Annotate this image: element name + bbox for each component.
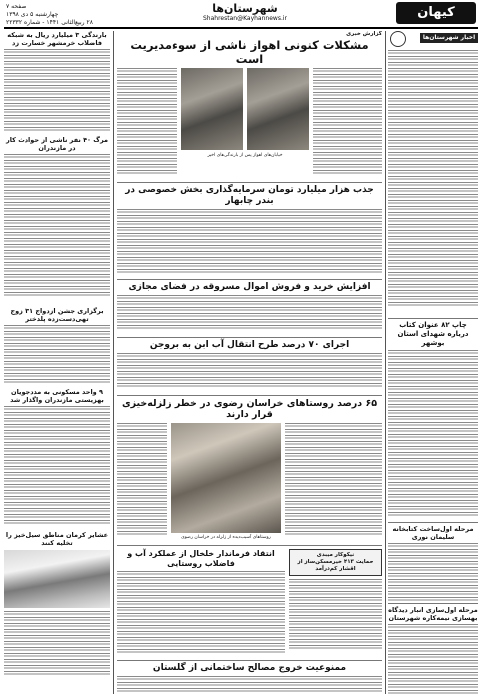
photo-ahvaz-flood-2 bbox=[247, 68, 309, 150]
headline-left-3: برگزاری جشن ازدواج ۳۱ زوج تهی‌دست‌زده پلدختر bbox=[10, 307, 104, 323]
headline-right-1: چاپ ۸۲ عنوان کتاب درباره شهدای استان بوشهر bbox=[388, 318, 478, 348]
article-body bbox=[117, 295, 382, 335]
article-body bbox=[4, 154, 110, 304]
photo-caption: روستاهای آسیب‌دیده از زلزله در خراسان رضوی bbox=[181, 535, 271, 540]
article-body bbox=[388, 624, 478, 694]
headline-rural-water: انتقاد فرماندار خلخال از عملکرد آب و فاضلاب روستایی bbox=[127, 549, 275, 568]
golestan-callout-box bbox=[289, 549, 382, 576]
article-body bbox=[117, 68, 177, 178]
article-body bbox=[285, 423, 382, 541]
headline-right-2: مرحله اول‌ساخت کتابخانه سلیمان نوری bbox=[388, 522, 478, 541]
khorasan-story bbox=[117, 423, 382, 543]
masthead-rule bbox=[4, 27, 478, 29]
article-body bbox=[117, 676, 382, 694]
article-body bbox=[388, 543, 478, 603]
column-divider bbox=[385, 31, 386, 694]
page-number: صفحه ۷ bbox=[6, 3, 27, 10]
headline-right-3: مرحله اول‌سازی انبار دیدگاه بهسازی نیمه‌کاره شهرستان bbox=[388, 603, 478, 622]
article-body bbox=[117, 423, 167, 541]
section-tag: اخبار شهرستان‌ها bbox=[420, 33, 478, 43]
globe-icon bbox=[390, 31, 406, 47]
section-url: Shahrestan@Kayhannews.ir bbox=[203, 15, 287, 22]
headline-chabahar: جذب هزار میلیارد تومان سرمایه‌گذاری بخش خصوصی در بندر چابهار bbox=[117, 182, 382, 207]
newspaper-logo: کیهان bbox=[396, 2, 476, 24]
date-line: چهارشنبه ۵ دی ۱۳۹۸ bbox=[6, 11, 59, 18]
article-body bbox=[117, 571, 285, 659]
headline-kicker: گزارش خبری bbox=[346, 31, 382, 37]
article-body bbox=[4, 49, 110, 133]
photo-ahvaz-flood-1 bbox=[181, 68, 243, 150]
headline-ahvaz: مشکلات کنونی اهواز ناشی از سوءمدیریت است bbox=[130, 38, 369, 66]
photo-earthquake-rubble bbox=[171, 423, 281, 533]
article-body bbox=[4, 325, 110, 385]
left-column bbox=[4, 31, 110, 694]
article-body bbox=[388, 350, 478, 522]
photo-flood-tents bbox=[4, 550, 110, 608]
photo-caption: خیابان‌های اهواز پس از بارندگی‌های اخیر bbox=[207, 153, 283, 158]
headline-left-4: ۹ واحد مسکونی به مددجویان بهزیستی مازندران واگذار شد bbox=[10, 388, 104, 404]
headline-golestan-exit: ممنوعیت خروج مصالح ساختمانی از گلستان bbox=[117, 660, 382, 674]
callout-text: حمایت ۴۱۳ خیرمسکن‌ساز از اقشار کم‌درآمد bbox=[297, 559, 374, 572]
ahvaz-story bbox=[117, 68, 382, 180]
column-divider bbox=[113, 31, 114, 694]
article-body bbox=[4, 611, 110, 681]
article-body bbox=[117, 209, 382, 277]
side-box-header bbox=[388, 31, 478, 47]
article-body bbox=[117, 353, 382, 393]
issue-line: ۲۸ ربیع‌الثانی ۱۴۴۱ - شماره ۲۲۳۳۲ bbox=[6, 19, 93, 26]
masthead-date bbox=[6, 3, 93, 27]
headline-cyberspace: افزایش خرید و فروش اموال مسروقه در فضای مجازی bbox=[117, 279, 382, 293]
article-body bbox=[313, 68, 382, 178]
article-body bbox=[289, 579, 382, 653]
article-body bbox=[4, 406, 110, 528]
news-briefs bbox=[388, 50, 478, 318]
headline-left-5: عشایر کرمان مناطق سیل‌خیز را تخلیه کنند bbox=[5, 531, 109, 547]
right-column bbox=[388, 31, 478, 694]
section-header bbox=[150, 2, 340, 22]
headline-khorasan: ۶۵ درصد روستاهای خراسان رضوی در خطر زلزله‌خیزی قرار دارند bbox=[117, 395, 382, 420]
lower-center-block bbox=[117, 545, 382, 658]
callout-title: نیکوکار میبدی bbox=[316, 552, 355, 558]
headline-left-2: مرگ ۴۰ نفر ناشی از حوادث کار در مازندران bbox=[5, 136, 109, 152]
rural-water-story bbox=[117, 549, 285, 659]
headline-left-1: بارندگی ۳ میلیارد ریال به شبکه فاضلاب خرمشهر خسارت زد bbox=[7, 31, 107, 47]
headline-water-transfer: اجرای ۷۰ درصد طرح انتقال آب ابن به بروجن bbox=[117, 337, 382, 351]
section-title: شهرستان‌ها bbox=[212, 2, 278, 15]
center-column bbox=[117, 31, 382, 694]
golestan-box-area bbox=[289, 549, 382, 653]
